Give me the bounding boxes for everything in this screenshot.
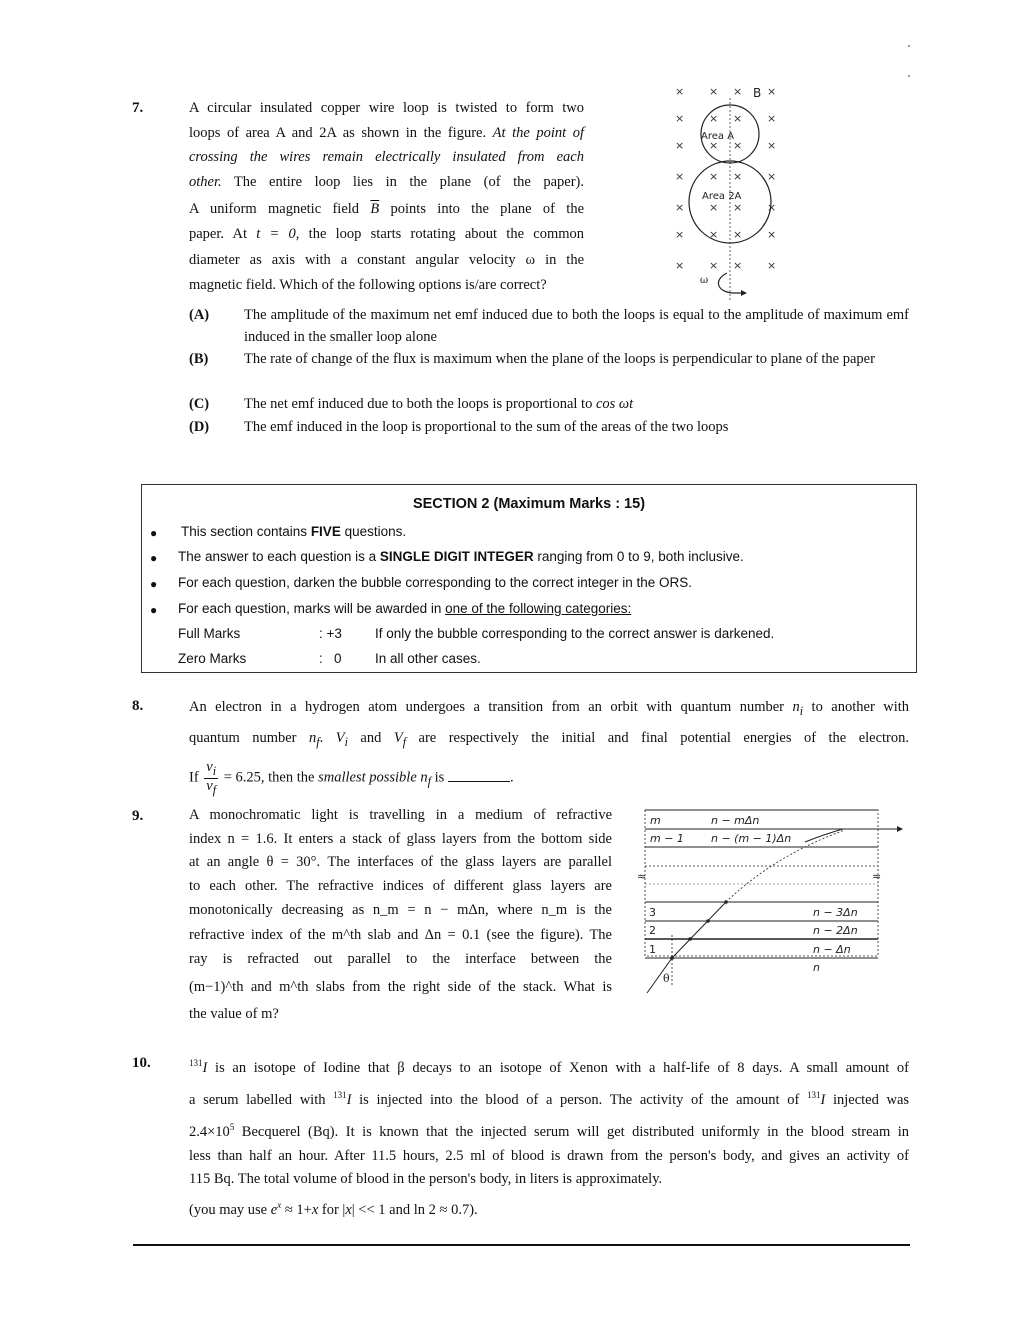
option-text	[244, 393, 909, 415]
bullet-icon: ●	[150, 577, 158, 591]
q10-line-3-text: Becquerel (Bq). It is known that the injected serum will get distributed uniformly in the blood stream in	[241, 1123, 909, 1140]
section-title: SECTION 2 (Maximum Marks : 15)	[412, 496, 646, 512]
v-numerator: v	[206, 759, 213, 775]
q7-option-d[interactable]	[189, 416, 909, 438]
q10-line-1	[189, 1050, 909, 1082]
instruction-underline: one of the following categories:	[445, 601, 632, 616]
svg-text:×: ×	[675, 85, 685, 98]
svg-text:×: ×	[767, 170, 777, 183]
q7-line-4-text: The entire loop lies in the plane (of the paper).	[233, 173, 584, 190]
svg-text:×: ×	[709, 259, 719, 272]
instruction-2	[178, 549, 744, 564]
svg-text:Area A: Area A	[701, 131, 735, 142]
v-denominator: v	[206, 777, 213, 794]
q7-option-c[interactable]	[189, 393, 909, 415]
svg-text:×: ×	[675, 170, 685, 183]
V-f-sub: f	[402, 734, 407, 749]
bullet-icon: ●	[150, 551, 158, 565]
svg-text:n: n	[813, 961, 820, 974]
svg-text:m: m	[650, 814, 661, 827]
instruction-4	[178, 601, 631, 616]
section-2-instructions	[141, 484, 917, 673]
q9-line-7: ray is refracted out parallel to the interface between the	[189, 951, 612, 967]
bullet-icon: ●	[150, 603, 158, 617]
q7-figure-two-loops	[665, 80, 785, 305]
q8-line-2: quantum number $n_f$. $V_i$ and $V_f$ are respectively the initial and final potential energies of the electron.	[189, 729, 910, 749]
q7-line-6-rest: the loop starts rotating about the common	[308, 225, 585, 242]
svg-text:×: ×	[709, 85, 719, 98]
mass-number: 131	[333, 1089, 347, 1100]
V-i: V	[335, 729, 345, 746]
q9-line-3: at an angle θ = 30°. The interfaces of the glass layers are parallel	[189, 854, 612, 870]
svg-text:n − 2Δn: n − 2Δn	[813, 924, 858, 937]
ratio-value: = 6.25,	[223, 769, 265, 786]
marking-full-condition: If only the bubble corresponding to the correct answer is darkened.	[375, 626, 775, 641]
svg-text:2: 2	[649, 924, 656, 937]
option-label: (B)	[189, 351, 209, 367]
V-f: V	[393, 729, 403, 746]
q10-line-4: less than half an hour. After 11.5 hours, 2.5 ml of blood is drawn from the person's body, and gives an activity of	[189, 1148, 909, 1165]
q7-line-7-text: diameter as axis with a constant angular velocity	[189, 252, 516, 268]
n-i-sub: i	[799, 703, 804, 718]
q9-line-8: (m−1)^th and m^th slabs from the right side of the stack. What is	[189, 978, 612, 995]
q10-line-2-end: injected was	[832, 1091, 910, 1108]
option-text-body: The net emf induced due to both the loops is proportional to	[244, 396, 593, 412]
page-mark	[908, 75, 910, 77]
loop-diagram-svg	[665, 80, 785, 305]
q7-line-6-text: paper. At	[189, 225, 247, 242]
q9-line-4: to each other. The refractive indices of different glass layers are	[189, 877, 612, 894]
period: .	[509, 769, 514, 786]
exponent: 5	[229, 1121, 235, 1132]
q7-line-2-text: loops of area A and 2A as shown in the figure.	[189, 124, 487, 141]
svg-text:×: ×	[767, 139, 777, 152]
marking-zero-marks: : 0	[319, 651, 342, 666]
q7-line-3	[189, 145, 584, 170]
svg-text:ω: ω	[700, 275, 709, 286]
option-text: The rate of change of the flux is maximum when the plane of the loops is perpendicular to plane of the paper	[244, 351, 875, 367]
v-denominator-sub: f	[212, 782, 217, 797]
question-9-text	[189, 804, 612, 1027]
q9-line-2: index n = 1.6. It enters a stack of glass layers from the bottom side	[189, 830, 612, 847]
svg-text:×: ×	[767, 259, 777, 272]
q10-line-3	[189, 1114, 909, 1146]
q7-line-5-rest: points into the plane of the	[390, 201, 585, 217]
question-8-text	[189, 694, 909, 756]
svg-text:×: ×	[675, 201, 685, 214]
hint-end: | << 1 and ln 2 ≈ 0.7).	[351, 1202, 478, 1219]
q7-line-2	[189, 121, 584, 146]
svg-text:×: ×	[733, 201, 743, 214]
svg-text:×: ×	[675, 112, 685, 125]
question-number-7: 7.	[132, 100, 144, 116]
glass-stack-svg	[635, 805, 915, 995]
svg-text:×: ×	[733, 112, 743, 125]
page-mark	[908, 45, 910, 47]
option-label: (C)	[189, 396, 210, 412]
q10-line-6	[189, 1190, 909, 1225]
svg-text:×: ×	[709, 139, 719, 152]
q8-line-1-end: to another with	[811, 699, 910, 715]
fraction-vi-over-vf	[204, 760, 218, 797]
option-label: (A)	[189, 307, 210, 323]
svg-text:×: ×	[733, 85, 743, 98]
svg-text:×: ×	[675, 139, 685, 152]
cos-omega-t: cos ωt	[595, 396, 634, 412]
q9-line-6: refractive index of the m^th slab and Δn = 0.1 (see the figure). The	[189, 926, 612, 943]
mass-number: 131	[806, 1089, 821, 1100]
for-abs: for |	[321, 1202, 346, 1219]
question-10-text	[189, 1050, 909, 1225]
n-f: n	[420, 769, 428, 786]
q9-line-5: monotonically decreasing as n_m = n − mΔn, where n_m is the	[189, 902, 612, 918]
svg-text:θ: θ	[663, 972, 670, 985]
question-number-10: 10.	[132, 1055, 151, 1071]
fraction-denominator	[204, 779, 218, 797]
q7-line-4	[189, 170, 584, 195]
q10-line-2-mid: is injected into the blood of a person. The activity of the amount of	[359, 1091, 800, 1108]
svg-text:n − mΔn: n − mΔn	[711, 814, 760, 827]
question-number-9: 9.	[132, 808, 144, 824]
instruction-bold: SINGLE DIGIT INTEGER	[379, 549, 534, 564]
hint-text: (you may use	[189, 1202, 268, 1219]
option-text: The emf induced in the loop is proportional to the sum of the areas of the two loops	[244, 419, 729, 435]
q8-line-2-end: are respectively the initial and final potential energies of the electron.	[418, 729, 910, 746]
svg-text:×: ×	[709, 228, 719, 241]
q7-italic: At the point of	[492, 124, 585, 141]
q8-line-1-text: An electron in a hydrogen atom undergoes a transition from an orbit with quantum number	[189, 699, 784, 715]
fraction-numerator	[204, 760, 218, 779]
v-numerator-sub: i	[212, 763, 217, 778]
iodine-symbol: I	[202, 1059, 208, 1076]
and-word: and	[360, 729, 382, 746]
q10-line-2-text: a serum labelled with	[189, 1091, 326, 1108]
q8-line-2-text: quantum number	[189, 729, 297, 746]
instruction-text: questions.	[340, 524, 407, 539]
q7-line-5	[189, 197, 584, 222]
svg-text:×: ×	[709, 201, 719, 214]
q7-line-5-text: A uniform magnetic field	[189, 201, 360, 217]
option-label: (D)	[189, 419, 210, 435]
q8-condition-line	[189, 760, 514, 797]
x-symbol: x	[345, 1202, 352, 1219]
q9-figure-glass-stack	[635, 805, 915, 995]
svg-text:×: ×	[733, 170, 743, 183]
svg-text:×: ×	[675, 259, 685, 272]
q7-option-a[interactable]	[189, 304, 909, 348]
svg-text:×: ×	[733, 259, 743, 272]
n-f-sub: f	[427, 774, 432, 789]
instruction-1	[181, 524, 406, 539]
svg-text:×: ×	[733, 139, 743, 152]
svg-text:m − 1: m − 1	[650, 832, 684, 845]
iodine-symbol: I	[820, 1091, 826, 1108]
q7-line-7	[189, 248, 584, 273]
q7-italic: other.	[189, 173, 222, 190]
instruction-text: For each question, marks will be awarded in	[178, 601, 446, 616]
q10-line-5: 115 Bq. The total volume of blood in the person's body, in liters is approximately.	[189, 1171, 663, 1188]
question-7-text	[189, 96, 584, 297]
svg-text:×: ×	[767, 112, 777, 125]
instruction-text: ranging from 0 to 9, both inclusive.	[533, 549, 744, 564]
question-number-8: 8.	[132, 698, 144, 714]
x-exponent: x	[277, 1200, 282, 1211]
svg-text:≈: ≈	[872, 870, 882, 883]
is-word: is	[434, 769, 445, 786]
svg-text:n − 3Δn: n − 3Δn	[813, 906, 858, 919]
iodine-symbol: I	[346, 1091, 352, 1108]
svg-text:B: B	[753, 86, 762, 100]
activity-value: 2.4×10	[189, 1123, 230, 1140]
footer-divider	[133, 1244, 910, 1246]
q7-line-6	[189, 222, 584, 247]
svg-text:×: ×	[767, 85, 777, 98]
bullet-icon: ●	[150, 526, 158, 540]
then-the: then the	[268, 769, 315, 786]
q9-line-1: A monochromatic light is travelling in a medium of refractive	[189, 807, 612, 823]
marking-full-category: Full Marks	[178, 626, 241, 641]
if-word: If	[189, 769, 199, 786]
instruction-bold: FIVE	[310, 524, 341, 539]
svg-text:×: ×	[709, 170, 719, 183]
smallest-possible: smallest possible	[318, 769, 417, 786]
n-f: n	[309, 729, 317, 746]
marking-zero-category: Zero Marks	[178, 651, 247, 666]
instruction-3: For each question, darken the bubble corresponding to the correct integer in the ORS.	[178, 575, 693, 590]
svg-text:×: ×	[767, 228, 777, 241]
marking-full-marks: : +3	[319, 626, 342, 641]
q7-line-7-rest: in the	[545, 252, 585, 268]
q10-line-2	[189, 1082, 909, 1114]
q7-line-1: A circular insulated copper wire loop is twisted to form two	[189, 100, 584, 116]
svg-text:1: 1	[649, 943, 656, 956]
svg-text:×: ×	[733, 228, 743, 241]
n-i: n	[792, 699, 800, 715]
instruction-text: The answer to each question is a	[178, 549, 380, 564]
svg-text:×: ×	[675, 228, 685, 241]
q7-italic: crossing the wires remain electrically insulated from each	[189, 149, 584, 165]
mass-number: 131	[189, 1058, 203, 1068]
omega-symbol: ω	[525, 252, 536, 268]
svg-text:×: ×	[767, 201, 777, 214]
q10-line-1-text: is an isotope of Iodine that β decays to an isotope of Xenon with a half-life of 8 days. A small amount of	[215, 1059, 910, 1076]
q7-option-b[interactable]	[189, 348, 909, 392]
svg-text:n − Δn: n − Δn	[813, 943, 851, 956]
q8-line-1	[189, 694, 909, 725]
q9-line-9: the value of m?	[189, 1006, 279, 1022]
V-i-sub: i	[344, 734, 348, 749]
q7-line-8: magnetic field. Which of the following options is/are correct?	[189, 276, 547, 293]
option-text: The amplitude of the maximum net emf induced due to both the loops is equal to the amplitude of maximum emf induced in the smaller loop alone	[244, 307, 909, 345]
svg-text:Area 2A: Area 2A	[702, 191, 742, 202]
svg-text:n − (m − 1)Δn: n − (m − 1)Δn	[711, 832, 792, 845]
e-symbol: e	[270, 1202, 278, 1219]
svg-text:×: ×	[709, 112, 719, 125]
svg-text:3: 3	[649, 906, 656, 919]
marking-zero-condition: In all other cases.	[375, 651, 481, 666]
answer-blank	[448, 769, 510, 782]
instruction-text: This section contains	[181, 524, 311, 539]
t-equals-zero: t = 0,	[256, 225, 300, 242]
b-vector-symbol: $\overline{B}$	[370, 201, 380, 217]
approx: ≈ 1+	[284, 1202, 312, 1219]
svg-text:≈: ≈	[637, 870, 647, 883]
n-f-sub: f	[316, 734, 320, 749]
x-symbol: x	[311, 1202, 319, 1219]
